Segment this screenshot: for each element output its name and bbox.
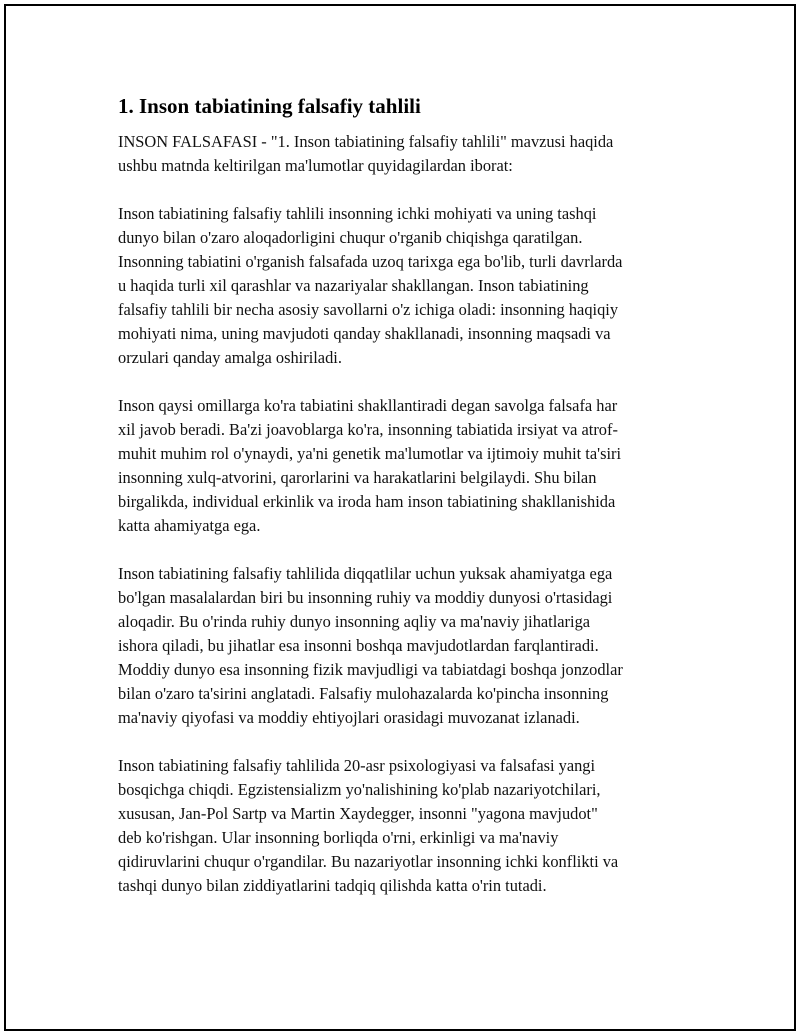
document-body — [118, 92, 690, 922]
paragraph-3: Inson tabiatining falsafiy tahlilida diqqatlilar uchun yuksak ahamiyatga ega bo'lgan masalalardan biri bu insonning ruhiy va moddiy dunyosi o'rtasidagi aloqadir. Bu o'rinda ruhiy dunyo insonning aqliy va ma'naviy jihatlariga ishora qiladi, bu jihatlar esa insonni boshqa mavjudotlardan farqlantiradi. Moddiy dunyo esa insonning fizik mavjudligi va tabiatdagi boshqa jonzodlar bilan o'zaro ta'sirini anglatadi. Falsafiy mulohazalarda ko'pincha insonning ma'naviy qiyofasi va moddiy ehtiyojlari orasidagi muvozanat izlanadi. — [118, 564, 623, 727]
paragraph-2: Inson qaysi omillarga ko'ra tabiatini shakllantiradi degan savolga falsafa har xil javob beradi. Ba'zi joavoblarga ko'ra, insonning tabiatida irsiyat va atrof- muhit muhim rol o'ynaydi, ya'ni genetik ma'lumotlar va ijtimoiy muhit ta'siri insonning xulq-atvorini, qarorlarini va harakatlarini belgilaydi. Shu bilan birgalikda, individual erkinlik va iroda ham inson tabiatining shakllanishida katta ahamiyatga ega. — [118, 396, 622, 535]
paragraph-intro: INSON FALSAFASI - "1. Inson tabiatining falsafiy tahlili" mavzusi haqida ushbu matnda keltirilgan ma'lumotlar quyidagilardan iborat: — [118, 132, 614, 175]
document-title: 1. Inson tabiatining falsafiy tahlili — [118, 94, 421, 118]
paragraph-1: Inson tabiatining falsafiy tahlili insonning ichki mohiyati va uning tashqi dunyo bilan o'zaro aloqadorligini chuqur o'rganib chiqishga qaratilgan. Insonning tabiatini o'rganish falsafada uzoq tarixga ega bo'lib, turli davrlarda u haqida turli xil qarashlar va nazariyalar shakllangan. Inson tabiatining falsafiy tahlili bir necha asosiy savollarni o'z ichiga oladi: insonning haqiqiy mohiyati nima, uning mavjudoti qanday shakllanadi, insonning maqsadi va orzulari qanday amalga oshiriladi. — [118, 204, 623, 367]
paragraph-4: Inson tabiatining falsafiy tahlilida 20-asr psixologiyasi va falsafasi yangi bosqichga chiqdi. Egzistensializm yo'nalishining ko'plab nazariyotchilari, xususan, Jan-Pol Sartp va Martin Xaydegger, insonni "yagona mavjudot" deb ko'rishgan. Ular insonning borliqda o'rni, erkinligi va ma'naviy qidiruvlarini chuqur o'rgandilar. Bu nazariyotlar insonning ichki konflikti va tashqi dunyo bilan ziddiyatlarini tadqiq qilishda katta o'rin tutadi. — [118, 756, 619, 895]
